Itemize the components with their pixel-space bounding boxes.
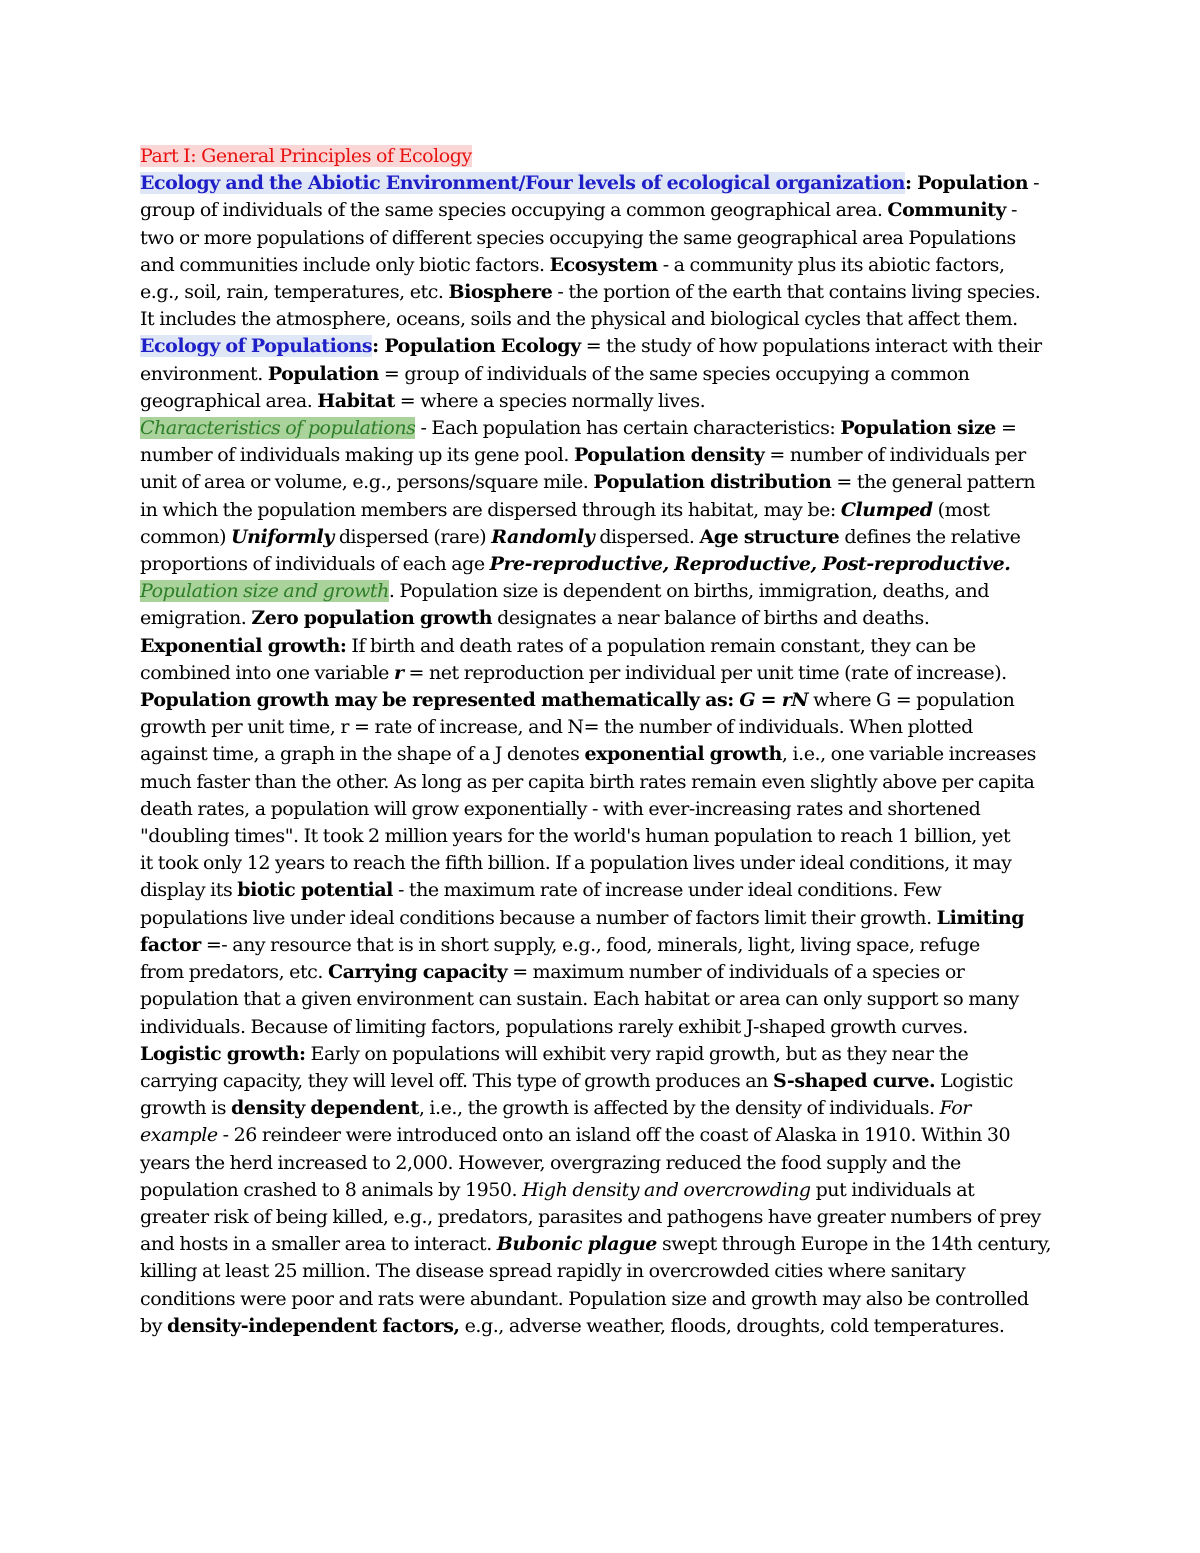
- text-line: [140, 578, 1062, 605]
- text-line: [140, 1150, 1062, 1177]
- text-line: [140, 741, 1062, 768]
- text-run: "doubling times". It took 2 million years for the world's human population to reach 1 billion, yet: [140, 825, 1011, 848]
- text-run: population that a given environment can sustain. Each habitat or area can only support so many: [140, 988, 1019, 1011]
- text-line: [140, 1286, 1062, 1313]
- document-body: [140, 143, 1062, 1340]
- section-heading: Ecology of Populations: [140, 335, 373, 358]
- text-run: geographical area.: [140, 389, 318, 412]
- text-line: [140, 1313, 1062, 1340]
- text-line: [140, 306, 1062, 333]
- bold-term: density-independent factors,: [167, 1314, 460, 1337]
- bold-term: :: [904, 172, 918, 195]
- bold-term: S-shaped curve.: [772, 1069, 936, 1092]
- text-run: (most: [932, 498, 990, 521]
- italic-text: High density and overcrowding: [522, 1178, 811, 1201]
- bold-term: biotic potential: [237, 879, 393, 902]
- text-line: [140, 660, 1062, 687]
- bold-term: Population size: [840, 417, 996, 440]
- text-run: unit of area or volume, e.g., persons/square mile.: [140, 471, 594, 494]
- text-line: [140, 1231, 1062, 1258]
- text-run: , i.e., one variable increases: [781, 743, 1036, 766]
- bold-term: Population: [917, 172, 1029, 195]
- text-run: = group of individuals of the same species occupying a common: [378, 362, 970, 385]
- text-run: defines the relative: [839, 525, 1021, 548]
- text-line: [140, 1095, 1062, 1122]
- text-run: years the herd increased to 2,000. However, overgrazing reduced the food supply and the: [140, 1151, 961, 1174]
- italic-text: example: [140, 1124, 218, 1147]
- text-run: = the general pattern: [831, 471, 1035, 494]
- bold-term: Population Ecology: [384, 335, 581, 358]
- text-run: and hosts in a smaller area to interact.: [140, 1233, 497, 1256]
- text-run: in which the population members are dispersed through its habitat, may be:: [140, 498, 841, 521]
- text-line: [140, 388, 1062, 415]
- text-run: designates a near balance of births and deaths.: [492, 607, 930, 630]
- text-run: -: [1006, 199, 1017, 222]
- text-run: - a community plus its abiotic factors,: [657, 253, 1005, 276]
- text-line: [140, 605, 1062, 632]
- text-run: from predators, etc.: [140, 961, 328, 984]
- text-line: [140, 1122, 1062, 1149]
- bold-term: Limiting: [936, 906, 1025, 929]
- text-run: and communities include only biotic factors.: [140, 253, 550, 276]
- bold-term: Community: [887, 199, 1007, 222]
- text-run: against time, a graph in the shape of a J denotes: [140, 743, 585, 766]
- section-heading: Ecology and the Abiotic Environment/Four levels of ecological organization: [140, 172, 905, 195]
- text-run: by: [140, 1314, 167, 1337]
- subsection-heading: Characteristics of populations: [140, 417, 416, 440]
- text-line: [140, 333, 1062, 360]
- bold-italic-term: Bubonic plague: [496, 1233, 657, 1256]
- text-run: display its: [140, 879, 238, 902]
- bold-term: Population growth may be represented mathematically as:: [140, 689, 740, 712]
- text-run: environment.: [140, 362, 268, 385]
- text-run: population crashed to 8 animals by 1950.: [140, 1178, 523, 1201]
- bold-term: Habitat: [317, 389, 395, 412]
- text-line: [140, 225, 1062, 252]
- bold-term: exponential growth: [584, 743, 782, 766]
- bold-term: Population density: [573, 444, 765, 467]
- text-line: [140, 633, 1062, 660]
- text-line: [140, 1258, 1062, 1285]
- bold-italic-term: Clumped: [840, 498, 933, 521]
- text-run: =: [995, 417, 1017, 440]
- text-line: [140, 687, 1062, 714]
- text-line: [140, 877, 1062, 904]
- text-run: - the maximum rate of increase under ideal conditions. Few: [392, 879, 942, 902]
- text-line: [140, 551, 1062, 578]
- text-line: [140, 932, 1062, 959]
- bold-italic-term: G = rN: [739, 689, 809, 712]
- text-line: [140, 769, 1062, 796]
- bold-term: :: [372, 335, 385, 358]
- bold-term: Age structure: [699, 525, 840, 548]
- text-run: = maximum number of individuals of a species or: [507, 961, 965, 984]
- bold-term: density dependent: [231, 1097, 419, 1120]
- text-run: Early on populations will exhibit very rapid growth, but as they near the: [305, 1042, 969, 1065]
- bold-term: Population: [267, 362, 379, 385]
- text-run: If birth and death rates of a population remain constant, they can be: [346, 634, 976, 657]
- document-title: [140, 143, 1062, 170]
- text-run: individuals. Because of limiting factors, populations rarely exhibit J-shaped growth curves.: [140, 1015, 968, 1038]
- bold-italic-term: Uniformly: [231, 525, 334, 548]
- text-run: = net reproduction per individual per unit time (rate of increase).: [403, 661, 1007, 684]
- text-line: [140, 1014, 1062, 1041]
- text-run: death rates, a population will grow exponentially - with ever-increasing rates and shortened: [140, 797, 981, 820]
- bold-term: Biosphere: [448, 281, 553, 304]
- text-line: [140, 197, 1062, 224]
- bold-term: Zero population growth: [251, 607, 493, 630]
- text-run: = number of individuals per: [764, 444, 1026, 467]
- text-run: proportions of individuals of each age: [140, 553, 490, 576]
- text-run: two or more populations of different species occupying the same geographical area Populations: [140, 226, 1016, 249]
- text-line: [140, 524, 1062, 551]
- text-line: [140, 170, 1062, 197]
- text-line: [140, 959, 1062, 986]
- text-run: swept through Europe in the 14th century,: [656, 1233, 1052, 1256]
- text-run: - the portion of the earth that contains living species.: [552, 281, 1041, 304]
- text-line: [140, 361, 1062, 388]
- text-line: [140, 796, 1062, 823]
- text-line: [140, 497, 1062, 524]
- bold-term: Population distribution: [593, 471, 832, 494]
- text-run: -: [1028, 172, 1040, 195]
- text-run: group of individuals of the same species occupying a common geographical area.: [140, 199, 888, 222]
- text-run: Logistic: [935, 1069, 1013, 1092]
- text-run: - 26 reindeer were introduced onto an island off the coast of Alaska in 1910. Within 30: [217, 1124, 1011, 1147]
- bold-italic-term: r: [393, 661, 404, 684]
- bold-term: Logistic growth:: [140, 1042, 306, 1065]
- bold-term: factor: [140, 933, 201, 956]
- text-run: It includes the atmosphere, oceans, soils and the physical and biological cycles that affect them.: [140, 308, 1018, 331]
- text-run: number of individuals making up its gene pool.: [140, 444, 574, 467]
- text-run: = the study of how populations interact with their: [580, 335, 1042, 358]
- text-run: =- any resource that is in short supply, e.g., food, minerals, light, living space, refuge: [200, 933, 980, 956]
- text-run: . Population size is dependent on births, immigration, deaths, and: [388, 580, 990, 603]
- text-run: conditions were poor and rats were abundant. Population size and growth may also be controlled: [140, 1287, 1029, 1310]
- text-run: carrying capacity, they will level off. This type of growth produces an: [140, 1069, 773, 1092]
- text-line: [140, 1041, 1062, 1068]
- text-line: [140, 1204, 1062, 1231]
- text-line: [140, 442, 1062, 469]
- text-run: emigration.: [140, 607, 252, 630]
- text-line: [140, 986, 1062, 1013]
- text-line: [140, 850, 1062, 877]
- text-line: [140, 415, 1062, 442]
- text-run: it took only 12 years to reach the fifth billion. If a population lives under ideal conditions, it may: [140, 852, 1012, 875]
- text-run: e.g., adverse weather, floods, droughts, cold temperatures.: [459, 1314, 1005, 1337]
- subsection-heading: Population size and growth: [140, 580, 389, 603]
- text-run: = where a species normally lives.: [394, 389, 706, 412]
- text-line: [140, 252, 1062, 279]
- part-heading: Part I: General Principles of Ecology: [140, 145, 472, 167]
- text-run: populations live under ideal conditions because a number of factors limit their growth.: [140, 906, 937, 929]
- text-line: [140, 714, 1062, 741]
- text-run: growth per unit time, r = rate of increase, and N= the number of individuals. When plotted: [140, 716, 973, 739]
- text-run: common): [140, 525, 232, 548]
- bold-term: Carrying capacity: [327, 961, 508, 984]
- text-line: [140, 279, 1062, 306]
- text-line: [140, 823, 1062, 850]
- text-run: - Each population has certain characteristics:: [415, 417, 841, 440]
- text-line: [140, 905, 1062, 932]
- text-line: [140, 469, 1062, 496]
- text-run: greater risk of being killed, e.g., predators, parasites and pathogens have greater numbers of prey: [140, 1205, 1041, 1228]
- text-run: dispersed (rare): [333, 525, 492, 548]
- text-run: much faster than the other. As long as per capita birth rates remain even slightly above per capita: [140, 770, 1035, 793]
- text-run: , i.e., the growth is affected by the density of individuals.: [418, 1097, 940, 1120]
- text-line: [140, 1068, 1062, 1095]
- italic-text: For: [939, 1097, 971, 1120]
- text-run: dispersed.: [594, 525, 700, 548]
- text-run: killing at least 25 million. The disease spread rapidly in overcrowded cities where sanitary: [140, 1260, 966, 1283]
- bold-italic-term: Randomly: [491, 525, 595, 548]
- bold-term: Exponential growth:: [140, 634, 347, 657]
- bold-term: Ecosystem: [549, 253, 658, 276]
- bold-italic-term: Pre-reproductive, Reproductive, Post-reproductive.: [489, 553, 1011, 576]
- text-run: combined into one variable: [140, 661, 394, 684]
- text-run: where G = population: [808, 689, 1015, 712]
- text-run: growth is: [140, 1097, 232, 1120]
- text-run: e.g., soil, rain, temperatures, etc.: [140, 281, 449, 304]
- text-run: put individuals at: [810, 1178, 975, 1201]
- text-line: [140, 1177, 1062, 1204]
